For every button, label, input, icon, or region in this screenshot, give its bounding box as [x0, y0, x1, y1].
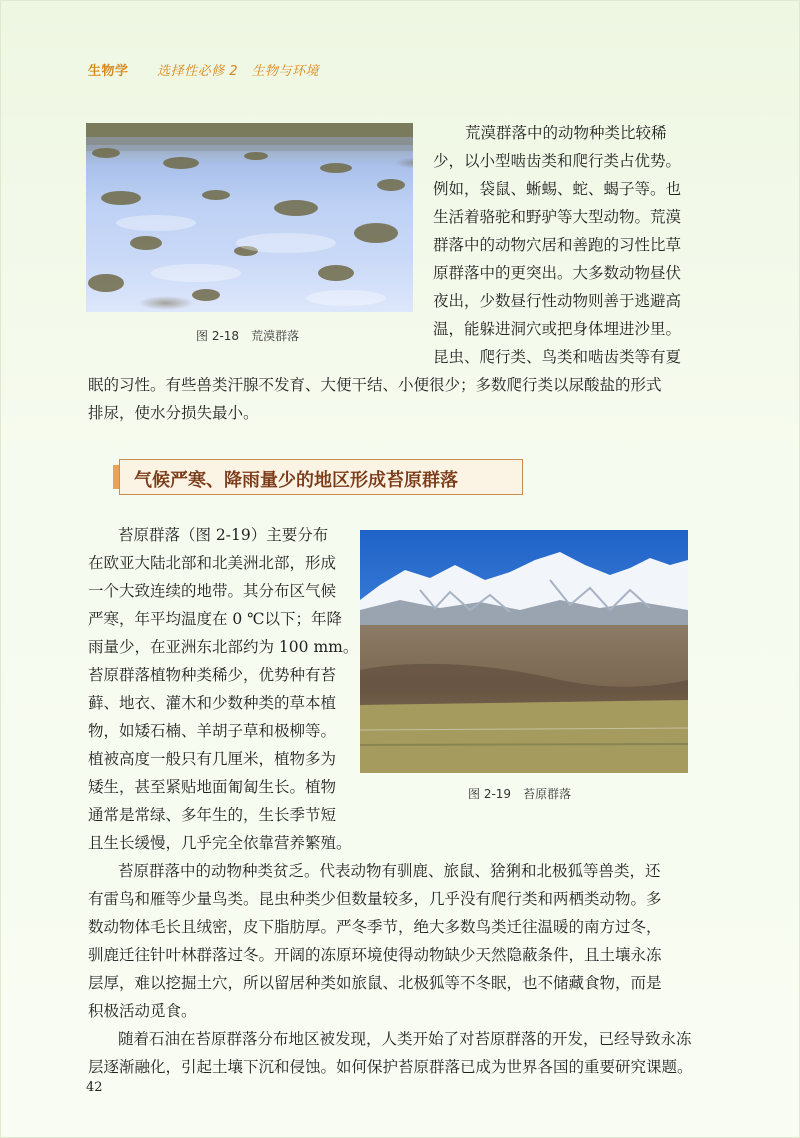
desert-text-line: 群落中的动物穴居和善跑的习性比草 [433, 236, 682, 254]
desert-text-line: 夜出，少数昼行性动物则善于逃避高 [433, 292, 682, 310]
tundra-text-line: 数动物体毛长且绒密，皮下脂肪厚。严冬季节，绝大多数鸟类迁往温暖的南方过冬， [88, 918, 662, 936]
figure-number: 图 2-19 [468, 787, 512, 801]
desert-text-line: 排尿，使水分损失最小。 [88, 404, 259, 422]
figure-number: 图 2-18 [196, 329, 240, 343]
figure-caption-text: 苔原群落 [523, 787, 572, 801]
tundra-text-line: 物，如矮石楠、羊胡子草和极柳等。 [88, 722, 337, 740]
tundra-text-line: 雨量少，在亚洲东北部约为 100 mm。 [88, 638, 359, 656]
figure-2-18-caption [196, 327, 299, 344]
tundra-text-line: 且生长缓慢，几乎完全依靠营养繁殖。 [88, 834, 352, 852]
tundra-text-line: 有雷鸟和雁等少量鸟类。昆虫种类少但数量较多，几乎没有爬行类和两栖类动物。多 [88, 890, 662, 908]
book-title: 生物学 [88, 64, 129, 79]
desert-text-line: 少，以小型啮齿类和爬行类占优势。 [433, 152, 682, 170]
desert-text-line: 原群落中的更突出。大多数动物昼伏 [433, 264, 682, 282]
volume-title: 选择性必修 2 生物与环境 [157, 64, 320, 79]
desert-community-photo [86, 123, 413, 312]
tundra-text-line: 层逐渐融化，引起土壤下沉和侵蚀。如何保护苔原群落已成为世界各国的重要研究课题。 [88, 1058, 693, 1076]
desert-text-line: 眠的习性。有些兽类汗腺不发育、大便干结、小便很少；多数爬行类以尿酸盐的形式 [88, 376, 662, 394]
tundra-text-line: 苔原群落植物种类稀少，优势种有苔 [88, 666, 337, 684]
section-heading-box [119, 459, 523, 495]
tundra-text-line: 驯鹿迁往针叶林群落过冬。开阔的冻原环境使得动物缺少天然隐蔽条件，且土壤永冻 [88, 946, 662, 964]
tundra-text-line: 积极活动觅食。 [88, 1002, 197, 1020]
tundra-text-line: 在欧亚大陆北部和北美洲北部，形成 [88, 554, 337, 572]
tundra-text-line: 植被高度一般只有几厘米，植物多为 [88, 750, 337, 768]
page-number: 42 [86, 1080, 103, 1095]
desert-text-line: 生活着骆驼和野驴等大型动物。荒漠 [433, 208, 682, 226]
tundra-text-line: 藓、地衣、灌木和少数种类的草本植 [88, 694, 337, 712]
section-heading: 气候严寒、降雨量少的地区形成苔原群落 [134, 470, 458, 491]
tundra-text-line: 严寒，年平均温度在 0 ℃以下；年降 [88, 610, 343, 628]
desert-text-line: 荒漠群落中的动物种类比较稀 [465, 124, 667, 142]
tundra-community-photo [360, 530, 688, 773]
figure-caption-text: 荒漠群落 [251, 329, 300, 343]
running-header [88, 60, 319, 79]
desert-text-line: 昆虫、爬行类、鸟类和啮齿类等有夏 [433, 348, 682, 366]
desert-text-line: 例如，袋鼠、蜥蜴、蛇、蝎子等。也 [433, 180, 682, 198]
tundra-text-line: 通常是常绿、多年生的，生长季节短 [88, 806, 337, 824]
tundra-text-line: 随着石油在苔原群落分布地区被发现，人类开始了对苔原群落的开发，已经导致永冻 [118, 1030, 692, 1048]
tundra-text-line: 苔原群落（图 2-19）主要分布 [118, 526, 329, 544]
tundra-text-line: 矮生，甚至紧贴地面匍匐生长。植物 [88, 778, 337, 796]
figure-2-19-caption [468, 785, 571, 802]
desert-text-line: 温，能躲进洞穴或把身体埋进沙里。 [433, 320, 682, 338]
tundra-text-line: 一个大致连续的地带。其分布区气候 [88, 582, 337, 600]
tundra-text-line: 苔原群落中的动物种类贫乏。代表动物有驯鹿、旅鼠、猞猁和北极狐等兽类，还 [118, 862, 661, 880]
tundra-text-line: 层厚，难以挖掘土穴，所以留居种类如旅鼠、北极狐等不冬眠，也不储藏食物，而是 [88, 974, 662, 992]
